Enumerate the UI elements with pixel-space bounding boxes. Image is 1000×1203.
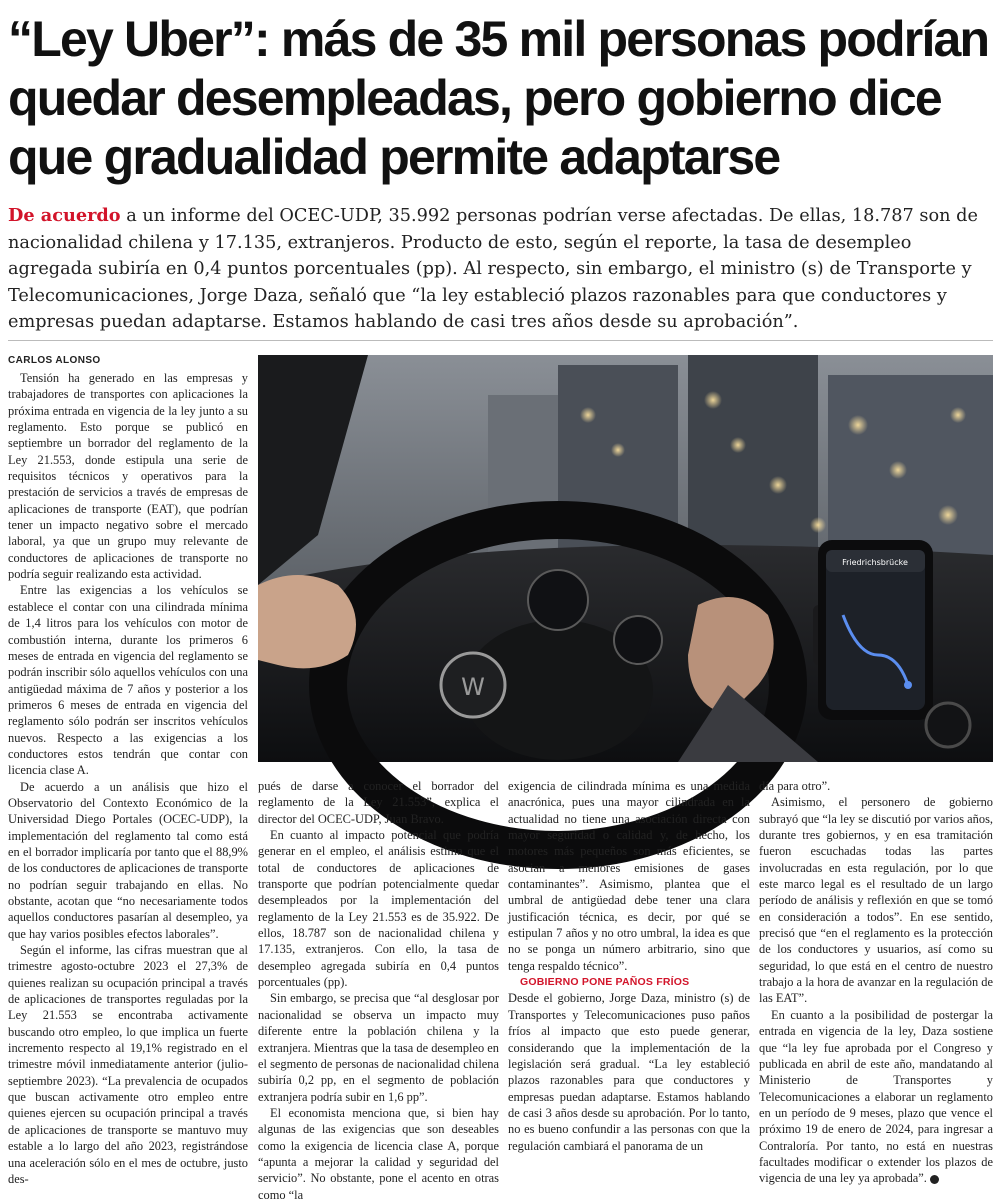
byline: CARLOS ALONSO [8, 355, 101, 366]
paragraph: El economista menciona que, si bien hay algunas de las exigencias que son deseables como la exigencia de licencia clase A, porque “apunta a mejorar la calidad y seguridad del servicio”. No obstante, pone el acento en otras como “la [258, 1105, 499, 1202]
column-1 [8, 370, 248, 1186]
paragraph: día para otro”. [759, 779, 831, 793]
paragraph [759, 1007, 993, 1187]
paragraph: exigencia de cilindrada mínima es una medida anacrónica, pues una mayor cilindrada en la actualidad no tiene una asociación directa con mayor seguridad o calidad y, de hecho, los motores más pequeños son más eficientes, se asocian a menores emisiones de gases contaminantes”. Asimismo, plantea que el umbral de antigüedad debe tener una clara justificación técnica, es decir, por qué se estipulan 7 años y no otro umbral, la idea es que no se ponga un número arbitrario, sino que tenga respaldo técnico”. [508, 779, 750, 973]
paragraph: Desde el gobierno, Jorge Daza, ministro (s) de Transportes y Telecomunicaciones puso paños fríos al impacto que esto puede generar, considerando que la implementación de la legislación será gradual. “La ley estableció plazos razonables para que conductores y empresas puedan adaptarse. Estamos hablando de casi 3 años desde su aprobación. Por lo tanto, no es bueno confundir a las personas con que la regulación cambiará el panorama de un [508, 991, 750, 1153]
divider [8, 340, 993, 341]
paragraph: Asimismo, el personero de gobierno subrayó que “la ley se discutió por varios años, durante tres gobiernos, y en esa tramitación fueron escuchadas todas las partes involucradas en esta regulación, por lo que este marco legal es el resultado de un largo período de análisis y reflexión en que se tomó en consideración a todos”. En ese sentido, precisó que “en el reglamento es la protección de los conductores y usuarios, así como su seguridad, lo que está en el centro de nuestro trabajo a la hora de avanzar en la regulación de las EAT”. [759, 795, 993, 1006]
paragraph: pués de darse a conocer el borrador del reglamento de la Ley 21.553”, explica el director del OCEC-UDP, Juan Bravo. [258, 779, 499, 826]
svg-text:W: W [461, 673, 485, 701]
subheading: GOBIERNO PONE PAÑOS FRÍOS [520, 976, 690, 989]
article-photo [258, 355, 993, 762]
lead-text: a un informe del OCEC-UDP, 35.992 personas podrían verse afectadas. De ellas, 18.787 son de nacionalidad chilena y 17.135, extranjeros. Producto de esto, según el reporte, la tasa de desempleo agregada subiría en 0,4 puntos porcentuales (pp). Al respecto, sin embargo, el ministro (s) de Transporte y Telecomunicaciones, Jorge Daza, señaló que “la ley estableció plazos razonables para que conductores y empresas puedan adaptarse. Estamos hablando de casi tres años desde su aprobación”. [8, 206, 978, 332]
column-2 [258, 778, 499, 1202]
paragraph: Según el informe, las cifras muestran que al trimestre agosto-octubre 2023 el 27,3% de quienes realizan su ocupación principal a través de aplicaciones de transportes reguladas por la Ley 21.553 se encontraba activamente buscando otro empleo, lo que implica un fuerte incremento respecto al 19,1% registrado en el trimestre móvil inmediatamente anterior (julio-septiembre 2023). “La prevalencia de ocupados que buscan activamente otro empleo entre quienes ejercen su ocupación principal a través de aplicaciones de transporte se mantuvo muy estable a lo largo del año 2023, registrándose una aceleración sólo en el mes de octubre, justo des- [8, 943, 248, 1186]
paragraph-text: En cuanto a la posibilidad de postergar la entrada en vigencia de la ley, Daza sostiene que “la ley fue aprobada por el Congreso y publicada en abril de este año, mandatando al Ministerio de Transportes y Telecomunicaciones a elaborar un reglamento en un período de 9 meses, plazo que vence el próximo 19 de enero de 2024, para ingresar a Contraloría. Por tanto, no está en nuestras facultades modificar o extender los plazos de vigencia de una ley ya aprobada”. [759, 1007, 993, 1186]
phone-screen-title: Friedrichsbrücke [842, 558, 908, 567]
headline: “Ley Uber”: más de 35 mil personas podrían quedar desempleadas, pero gobierno dice que gradualidad permite adaptarse [8, 11, 989, 185]
paragraph: Entre las exigencias a los vehículos se establece el contar con una cilindrada mínima de 1,4 litros para los vehículos con motor de combustión interna, durante los primeros 6 meses de entrada en vigencia del reglamento se podrán inscribir sólo aquellos vehículos con una antigüedad máxima de 7 años y posterior a los primeros 6 meses de entrada en vigencia del reglamento sólo podrán ser inscritos vehículos nuevos. Respecto a las exigencias a los conductores estos tendrán que contar con licencia clase A. [8, 583, 248, 778]
paragraph: En cuanto al impacto potencial que podría generar en el empleo, el análisis estima que el total de conductores de aplicaciones de transporte que podrían potencialmente quedar desempleados por la implementación del reglamento de la Ley 21.553 es de 35.922. De ellos, 18.787 son de nacionalidad chilena y 17.135, extranjeros. Con ello, la tasa de desempleo agregada subiría en 0,4 puntos porcentuales (pp). [258, 828, 499, 990]
column-3 [508, 778, 750, 1170]
paragraph: Sin embargo, se precisa que “al desglosar por nacionalidad se observa un impacto muy diferente entre la población chilena y la extranjera. Mientras que la tasa de desempleo en el segmento de personas de nacionalidad chilena subiría 0,2 pp, en el segmento de población extranjera podría subir en 1,6 pp”. [258, 991, 499, 1104]
lead-kicker: De acuerdo [8, 205, 121, 226]
end-of-article-icon [930, 1175, 939, 1184]
paragraph: Tensión ha generado en las empresas y trabajadores de transportes con aplicaciones la próxima entrada en vigencia de la ley junto a su reglamento. Esto porque se publicó en septiembre un borrador del reglamento de la Ley 21.553, donde estipula una serie de requisitos técnicos y operativos para la prestación de servicios a través de empresas de aplicaciones de transporte (EAT), que podrían tener un impacto negativo sobre el mercado laboral, ya que un grupo muy relevante de conductores de aplicaciones de transporte no podría seguir realizando esta actividad. [8, 371, 248, 582]
lead-paragraph [8, 203, 993, 336]
paragraph: De acuerdo a un análisis que hizo el Observatorio del Contexto Económico de la Universidad Diego Portales (OCEC-UDP), la implementación del reglamento tal como está en el borrador implicaría por tanto que el 88,9% de los conductores de aplicaciones de transporte no podrían seguir trabajando en ellas. No obstante, acotan que “no necesariamente todos aquellos conductores pasarían al desempleo, ya que hay varios posibles efectos laborales”. [8, 779, 248, 941]
column-4 [759, 778, 993, 1186]
